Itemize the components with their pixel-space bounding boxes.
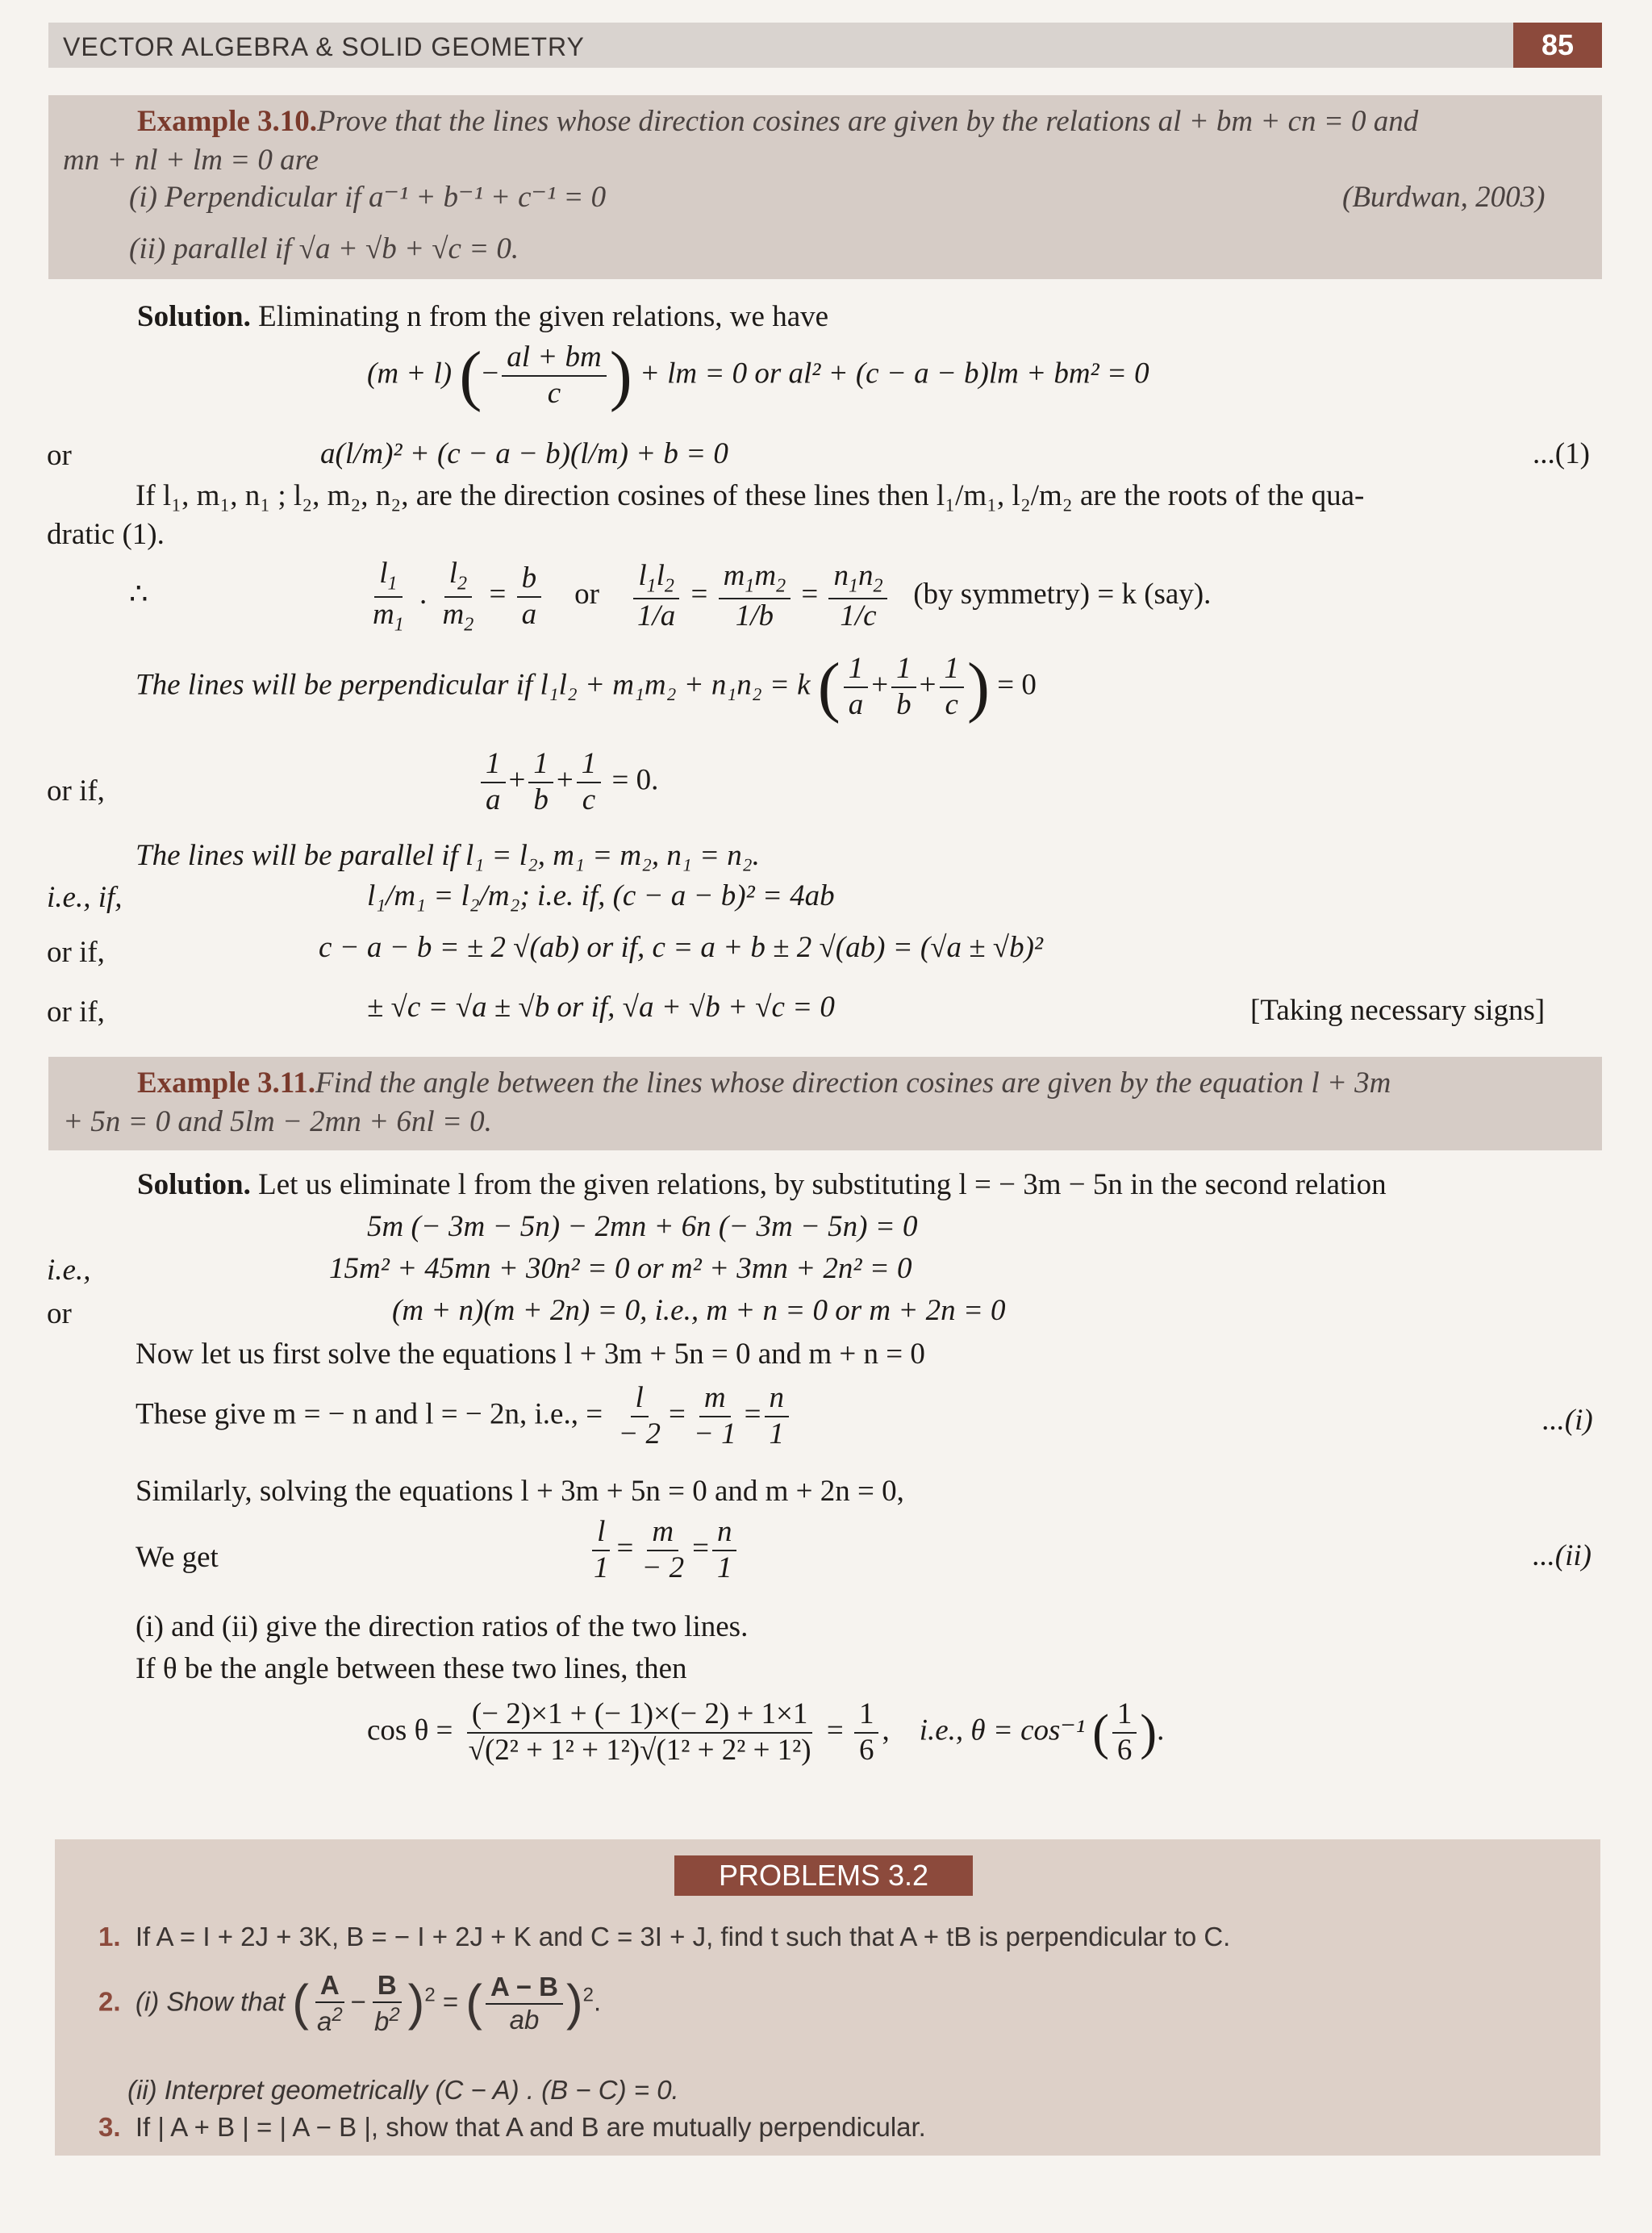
ie-label: i.e., xyxy=(47,1254,91,1287)
parallel-condition: The lines will be parallel if l₁ = l₂, m₁ = m₂, n₁ = n₂. xyxy=(136,839,760,872)
example-3-10-line2: mn + nl + lm = 0 are xyxy=(63,144,319,177)
we-get-label: We get xyxy=(136,1541,219,1574)
final-parallel-relation: ± √c = √a ± √b or if, √a + √b + √c = 0 xyxy=(367,991,835,1024)
perpendicular-condition: The lines will be perpendicular if l₁l₂ + m₁m₂ + n₁n₂ = k ( $\frac{1}{a}$ + $\frac{1}{b}$ + $\frac{1}{c}$ ) = 0 xyxy=(136,649,1037,724)
problem-1: 1. If A = I + 2J + 3K, B = − I + 2J + K and C = 3I + J, find t such that A + tB is perpendicular to C. xyxy=(98,1922,1231,1951)
running-head: VECTOR ALGEBRA & SOLID GEOMETRY xyxy=(63,32,585,61)
or-label-2: or xyxy=(47,1297,72,1330)
example-3-11-line2: + 5n = 0 and 5lm − 2mn + 6nl = 0. xyxy=(63,1105,492,1138)
citation: (Burdwan, 2003) xyxy=(1342,181,1546,214)
page-number: 85 xyxy=(1513,23,1602,68)
by-symmetry: (by symmetry) = k (say). xyxy=(913,578,1212,611)
or-label: or xyxy=(47,439,72,472)
problem-2-i: 2. (i) Show that ( $\frac{A}{a^2}$ − $\frac{B}{b^2}$ )$^2$ = ( $\frac{A - B}{ab}$ )$^2$. xyxy=(98,1970,602,2036)
solution-3-11-intro: Solution. Let us eliminate l from the given relations, by substituting l = − 3m − 5n in the second relation xyxy=(137,1168,1387,1201)
or-if-label-2: or if, xyxy=(47,936,105,969)
roots-paragraph-line2: dratic (1). xyxy=(47,518,165,551)
product-of-roots: ∴ $\frac{l_1}{m_1}$ . $\frac{l_2}{m_2}$ = $\frac{b}{a}$ or $\frac{l_1l_2}{1/a}$ = $\frac{m_1m_2}{1/b}$ = $\frac{n_1n_2}{1/c}$ (by symmetry) = k (say). xyxy=(129,557,1212,635)
eq-eliminate-n: (m + l) (− $\frac{al + bm}{c}$ ) + lm = 0 or al² + (c − a − b)lm + bm² = 0 xyxy=(367,338,1149,413)
now-solve-text: Now let us first solve the equations l + 3m + 5n = 0 and m + n = 0 xyxy=(136,1338,925,1371)
similarly-text: Similarly, solving the equations l + 3m + 5n = 0 and m + 2n = 0, xyxy=(136,1475,904,1508)
cos-theta-equation: cos θ = $\frac{(- 2)\times 1 + (- 1)\times(- 2) + 1\times 1}{\text{√(2² + 1² + 1²)√(1² + 2² + 1²)}}$ = $\frac{1}{6}$ , i.e., θ = cos⁻¹ ( $\frac{1}{6}$ ). xyxy=(367,1697,1165,1767)
factored-equation: (m + n)(m + 2n) = 0, i.e., m + n = 0 or m + 2n = 0 xyxy=(392,1294,1006,1327)
expanded-equation: 15m² + 45mn + 30n² = 0 or m² + 3mn + 2n² = 0 xyxy=(329,1252,912,1285)
example-3-10-part-i: (i) Perpendicular if a⁻¹ + b⁻¹ + c⁻¹ = 0 xyxy=(129,181,607,214)
equation-tag-ii: ...(ii) xyxy=(1533,1539,1592,1572)
substituted-equation: 5m (− 3m − 5n) − 2mn + 6n (− 3m − 5n) = 0 xyxy=(367,1210,918,1243)
example-label: Example 3.10. xyxy=(137,105,318,138)
problems-heading: PROBLEMS 3.2 xyxy=(674,1855,973,1896)
quadratic-equation: a(l/m)² + (c − a − b)(l/m) + b = 0 xyxy=(320,437,728,470)
direction-ratios-2: $\frac{l}{1}$ = $\frac{m}{- 2}$ = $\frac{n}{1}$ xyxy=(586,1517,740,1584)
sqrt-relation: c − a − b = ± 2 √(ab) or if, c = a + b ± 2 √(ab) = (√a ± √b)² xyxy=(319,931,1044,964)
equation-tag-1: ...(1) xyxy=(1533,437,1590,470)
ratio-equality: l₁/m₁ = l₂/m₂; i.e. if, (c − a − b)² = 4ab xyxy=(367,879,835,912)
or-if-label-3: or if, xyxy=(47,995,105,1029)
solution-label: Solution. xyxy=(137,300,251,333)
reciprocal-sum: $\frac{1}{a}$ + $\frac{1}{b}$ + $\frac{1}{c}$ = 0. xyxy=(478,749,658,816)
example-3-10-part-ii: (ii) parallel if √a + √b + √c = 0. xyxy=(129,232,519,265)
problem-3: 3. If | A + B | = | A − B |, show that A and B are mutually perpendicular. xyxy=(98,2112,926,2142)
example-3-11-line1: Example 3.11.Find the angle between the lines whose direction cosines are given by the equation l + 3m xyxy=(137,1066,1391,1100)
these-give-line: These give m = − n and l = − 2n, i.e., = $\frac{l}{- 2}$ = $\frac{m}{- 1}$ = $\frac{n}{1}$ xyxy=(136,1383,792,1450)
or-if-label: or if, xyxy=(47,774,105,808)
solution-3-10-intro xyxy=(137,298,828,336)
equation-tag-i: ...(i) xyxy=(1542,1404,1593,1437)
angle-text: If θ be the angle between these two lines, then xyxy=(136,1652,687,1685)
roots-paragraph-line1: If l₁, m₁, n₁ ; l₂, m₂, n₂, are the direction cosines of these lines then l₁/m₁, l₂/m₂ are the roots of the qua- xyxy=(136,479,1365,512)
example-text: Prove that the lines whose direction cosines are given by the relations al + bm + cn = 0 and xyxy=(317,105,1419,138)
problem-2-ii: (ii) Interpret geometrically (C − A) . (B − C) = 0. xyxy=(127,2075,679,2105)
example-3-10-line1 xyxy=(137,103,1418,140)
solution-intro: Eliminating n from the given relations, we have xyxy=(258,300,829,333)
ratios-text: (i) and (ii) give the direction ratios of the two lines. xyxy=(136,1610,749,1643)
taking-signs-note: [Taking necessary signs] xyxy=(1250,994,1546,1027)
ie-if-label: i.e., if, xyxy=(47,881,123,914)
